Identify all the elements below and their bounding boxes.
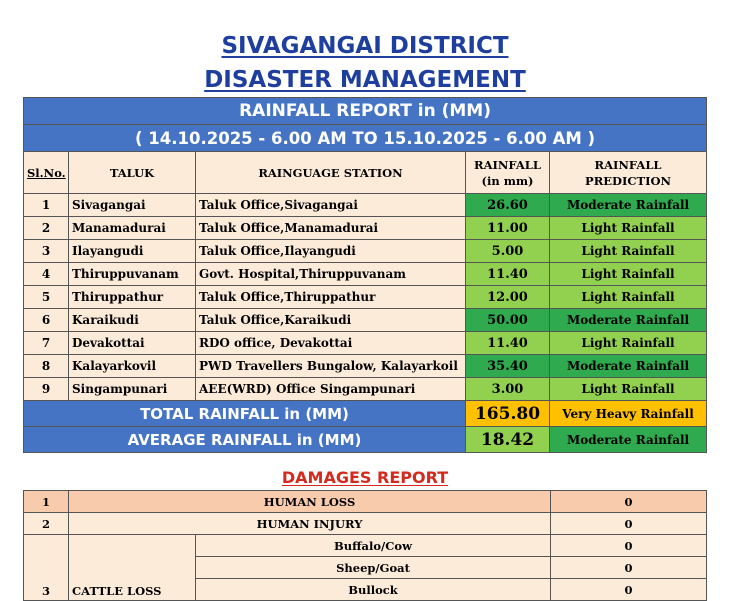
row-rainfall: 3.00 <box>466 378 550 401</box>
damage-sl: 2 <box>24 513 69 535</box>
rainfall-row <box>24 355 707 378</box>
row-station: Taluk Office,Manamadurai <box>196 217 466 240</box>
row-slno: 8 <box>24 355 69 378</box>
row-station: Taluk Office,Karaikudi <box>196 309 466 332</box>
damage-sl: 1 <box>24 491 69 513</box>
cattle-value: 0 <box>551 535 707 557</box>
cattle-value: 0 <box>551 557 707 579</box>
row-rainfall: 50.00 <box>466 309 550 332</box>
row-prediction: Light Rainfall <box>550 286 707 309</box>
rainfall-table <box>23 97 707 453</box>
average-prediction: Moderate Rainfall <box>550 427 707 453</box>
row-taluk: Singampunari <box>69 378 196 401</box>
cattle-item: Sheep/Goat <box>196 557 551 579</box>
department-title: DISASTER MANAGEMENT <box>204 67 526 93</box>
row-prediction: Light Rainfall <box>550 378 707 401</box>
rainfall-row <box>24 240 707 263</box>
rainfall-row <box>24 286 707 309</box>
row-taluk: Karaikudi <box>69 309 196 332</box>
average-label: AVERAGE RAINFALL in (MM) <box>24 427 466 453</box>
row-rainfall: 5.00 <box>466 240 550 263</box>
row-slno: 6 <box>24 309 69 332</box>
row-rainfall: 11.00 <box>466 217 550 240</box>
row-prediction: Light Rainfall <box>550 332 707 355</box>
row-prediction: Light Rainfall <box>550 240 707 263</box>
report-title: RAINFALL REPORT in (MM) <box>24 98 707 125</box>
row-taluk: Devakottai <box>69 332 196 355</box>
row-taluk: Manamadurai <box>69 217 196 240</box>
rainfall-row <box>24 217 707 240</box>
rainfall-row <box>24 263 707 286</box>
col-station: RAINGUAGE STATION <box>196 152 466 194</box>
row-station: Taluk Office,Ilayangudi <box>196 240 466 263</box>
row-station: Govt. Hospital,Thiruppuvanam <box>196 263 466 286</box>
row-station: AEE(WRD) Office Singampunari <box>196 378 466 401</box>
damages-title: DAMAGES REPORT <box>281 468 449 487</box>
row-slno: 2 <box>24 217 69 240</box>
row-rainfall: 11.40 <box>466 263 550 286</box>
row-rainfall: 11.40 <box>466 332 550 355</box>
row-station: Taluk Office,Sivagangai <box>196 194 466 217</box>
rainfall-row <box>24 194 707 217</box>
row-slno: 1 <box>24 194 69 217</box>
rainfall-row <box>24 309 707 332</box>
district-title: SIVAGANGAI DISTRICT <box>221 33 509 59</box>
total-value: 165.80 <box>466 401 550 427</box>
row-slno: 3 <box>24 240 69 263</box>
row-taluk: Ilayangudi <box>69 240 196 263</box>
row-station: RDO office, Devakottai <box>196 332 466 355</box>
average-value: 18.42 <box>466 427 550 453</box>
damage-row <box>24 513 707 535</box>
rainfall-row <box>24 378 707 401</box>
row-taluk: Sivagangai <box>69 194 196 217</box>
cattle-sl: 3 <box>24 535 69 601</box>
cattle-row <box>24 535 707 557</box>
average-row <box>24 427 707 453</box>
damage-value: 0 <box>551 513 707 535</box>
row-slno: 9 <box>24 378 69 401</box>
row-station: Taluk Office,Thiruppathur <box>196 286 466 309</box>
row-prediction: Light Rainfall <box>550 263 707 286</box>
total-row <box>24 401 707 427</box>
cattle-value: 0 <box>551 579 707 601</box>
row-slno: 4 <box>24 263 69 286</box>
cattle-label: CATTLE LOSS <box>69 535 196 601</box>
total-prediction: Very Heavy Rainfall <box>550 401 707 427</box>
col-slno: Sl.No. <box>24 152 69 194</box>
row-slno: 5 <box>24 286 69 309</box>
row-station: PWD Travellers Bungalow, Kalayarkoil <box>196 355 466 378</box>
rainfall-row <box>24 332 707 355</box>
damage-item: HUMAN INJURY <box>69 513 551 535</box>
row-rainfall: 26.60 <box>466 194 550 217</box>
report-period: ( 14.10.2025 - 6.00 AM TO 15.10.2025 - 6.00 AM ) <box>24 125 707 152</box>
row-taluk: Kalayarkovil <box>69 355 196 378</box>
row-prediction: Light Rainfall <box>550 217 707 240</box>
row-taluk: Thiruppuvanam <box>69 263 196 286</box>
damages-table <box>23 490 707 601</box>
row-taluk: Thiruppathur <box>69 286 196 309</box>
row-rainfall: 12.00 <box>466 286 550 309</box>
total-label: TOTAL RAINFALL in (MM) <box>24 401 466 427</box>
column-header-row <box>24 152 707 194</box>
row-prediction: Moderate Rainfall <box>550 194 707 217</box>
col-rainfall: RAINFALL (in mm) <box>466 152 550 194</box>
cattle-item: Bullock <box>196 579 551 601</box>
col-taluk: TALUK <box>69 152 196 194</box>
col-prediction: RAINFALL PREDICTION <box>550 152 707 194</box>
damage-item: HUMAN LOSS <box>69 491 551 513</box>
row-prediction: Moderate Rainfall <box>550 309 707 332</box>
row-rainfall: 35.40 <box>466 355 550 378</box>
row-prediction: Moderate Rainfall <box>550 355 707 378</box>
damage-row <box>24 491 707 513</box>
cattle-item: Buffalo/Cow <box>196 535 551 557</box>
damage-value: 0 <box>551 491 707 513</box>
row-slno: 7 <box>24 332 69 355</box>
